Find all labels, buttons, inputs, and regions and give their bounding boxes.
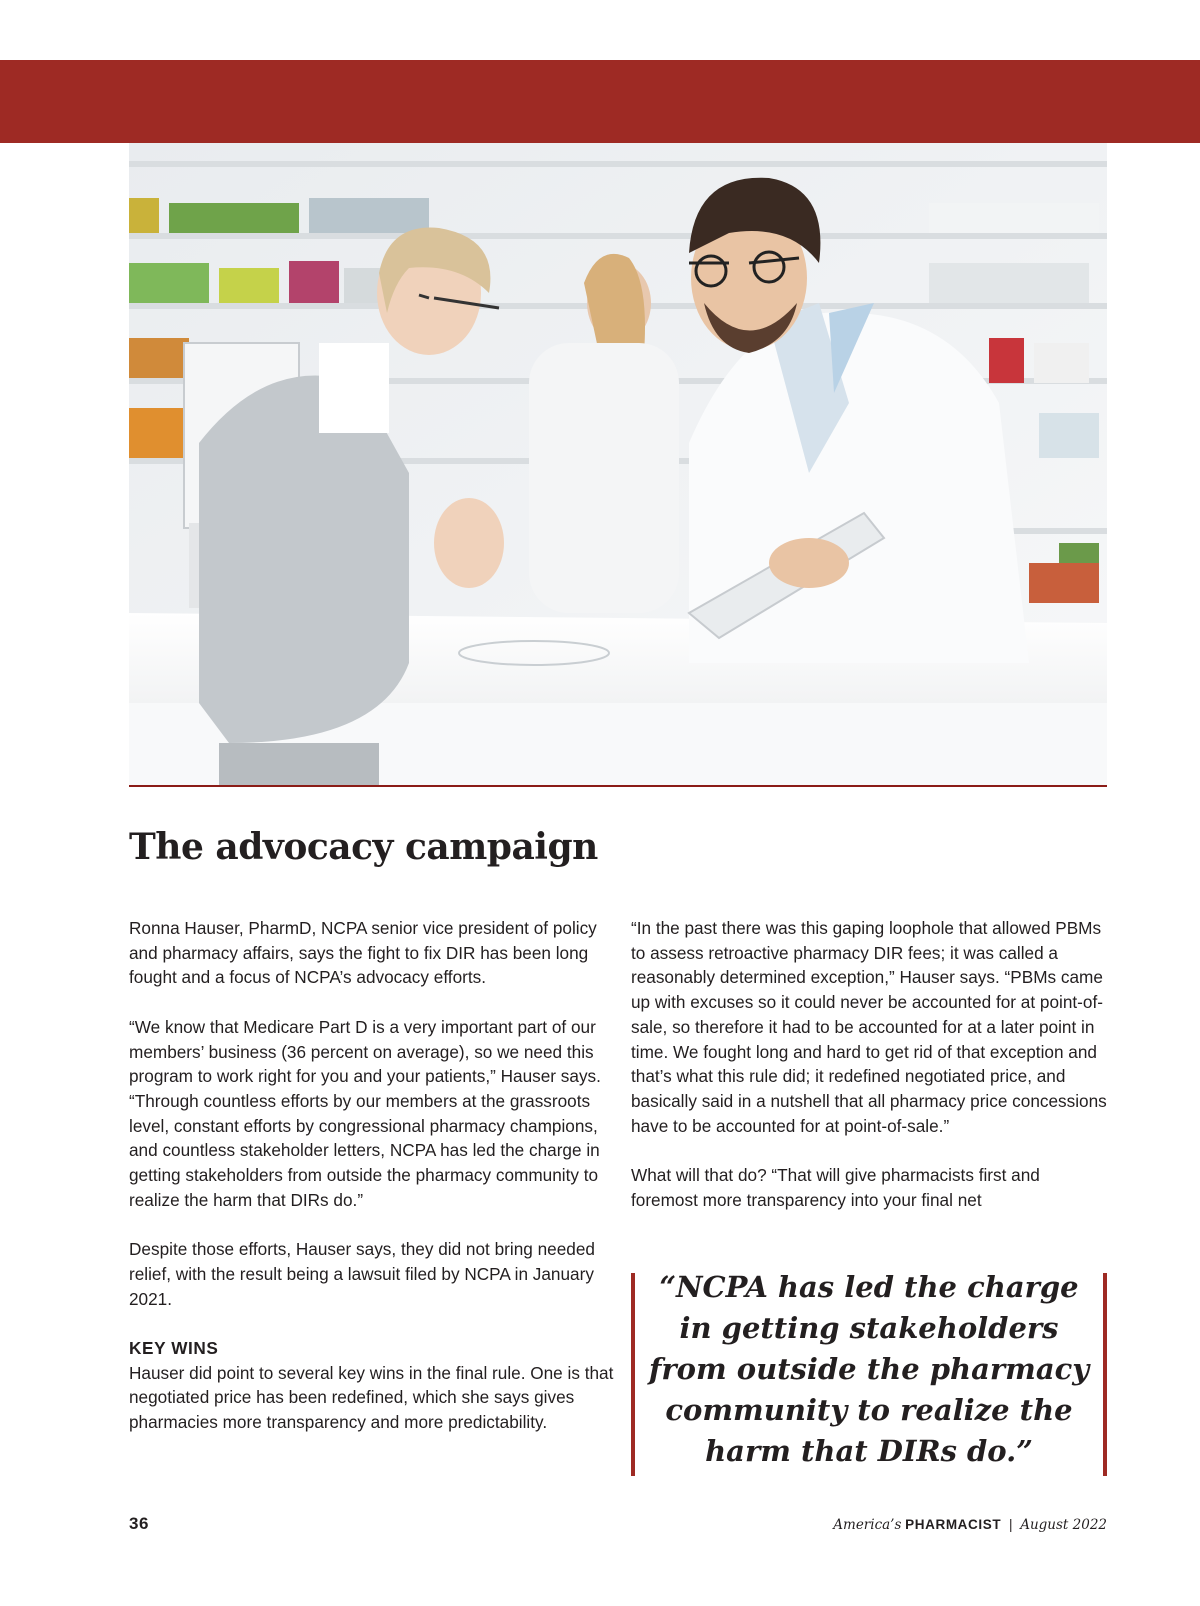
photo-bottom-rule xyxy=(129,785,1107,787)
pull-quote-line: community to realize the xyxy=(665,1393,1073,1427)
footer-separator: | xyxy=(1008,1517,1013,1532)
body-paragraph: “We know that Medicare Part D is a very important part of our members’ business (36 percent on average), so we need this program to work right for you and your patients,” Hauser says. “Through countless efforts by our members at the grassroots level, constant efforts by congressional pharmacy champions, and countless stakeholder letters, NCPA has led the charge in getting stakeholders from outside the pharmacy community to realize the harm that DIRs do.” xyxy=(129,1016,601,1210)
right-column xyxy=(631,916,1111,1237)
running-footer xyxy=(833,1517,1107,1533)
pull-quote-line: “NCPA has led the charge xyxy=(659,1270,1079,1304)
body-paragraph: Despite those efforts, Hauser says, they did not bring needed relief, with the result being a lawsuit filed by NCPA in January 2021. xyxy=(129,1239,595,1309)
pull-quote-line: harm that DIRs do.” xyxy=(705,1434,1033,1468)
subhead-key-wins: KEY WINS xyxy=(129,1337,219,1358)
header-red-band xyxy=(0,60,1200,143)
pull-quote-line: from outside the pharmacy xyxy=(648,1352,1090,1386)
publication-prefix: America’s xyxy=(833,1517,902,1533)
body-paragraph: “In the past there was this gaping loophole that allowed PBMs to assess retroactive pharmacy DIR fees; it was called a reasonably determined exception,” Hauser says. “PBMs came up with excuses so it could never be accounted for at point-of-sale, so therefore it had to be accounted for at a later point in time. We fought long and hard to get rid of that exception and that’s what this rule did; it redefined negotiated price, and basically said in a nutshell that all pharmacy price concessions have to be accounted for at point-of-sale.” xyxy=(631,918,1107,1136)
issue-date: August 2022 xyxy=(1020,1517,1107,1533)
body-paragraph: What will that do? “That will give pharmacists first and foremost more transparency into your final net xyxy=(631,1165,1040,1210)
body-paragraph: Ronna Hauser, PharmD, NCPA senior vice president of policy and pharmacy affairs, says the fight to fix DIR has been long fought and a focus of NCPA’s advocacy efforts. xyxy=(129,918,597,988)
body-paragraph: Hauser did point to several key wins in the final rule. One is that negotiated price has been redefined, which she says gives pharmacies more transparency and more predictability. xyxy=(129,1362,614,1433)
pull-quote-line: in getting stakeholders xyxy=(679,1311,1059,1345)
publication-name: PHARMACIST xyxy=(905,1517,1002,1532)
section-title: The advocacy campaign xyxy=(129,826,598,868)
pull-quote-text xyxy=(635,1267,1103,1472)
left-column xyxy=(129,916,615,1459)
pull-quote xyxy=(631,1270,1107,1476)
page-number: 36 xyxy=(129,1514,149,1533)
pharmacy-photo xyxy=(129,143,1107,786)
